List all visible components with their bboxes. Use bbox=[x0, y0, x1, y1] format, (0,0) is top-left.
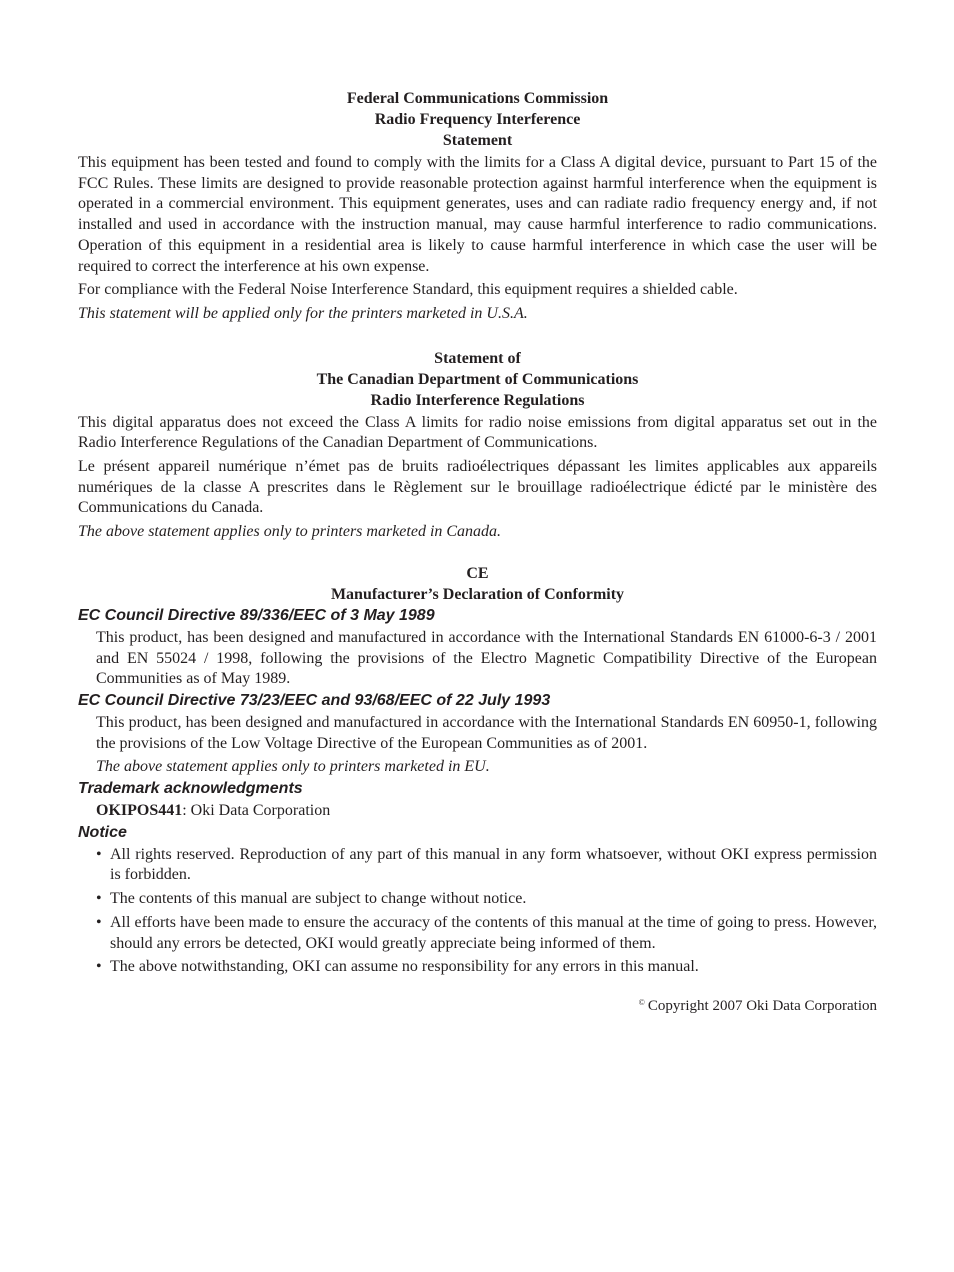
trademark-product: OKIPOS441 bbox=[96, 802, 183, 820]
fcc-title bbox=[78, 88, 877, 151]
fcc-paragraph-2: For compliance with the Federal Noise Interference Standard, this equipment requires a shielded cable. bbox=[78, 281, 738, 299]
canada-paragraph-en: This digital apparatus does not exceed the Class A limits for radio noise emissions from digital apparatus set out in the Radio Interference Regulations of the Canadian Department of Communications. bbox=[78, 413, 877, 452]
notice-item-text: All rights reserved. Reproduction of any part of this manual in any form whatsoever, without OKI express permission is forbidden. bbox=[110, 845, 877, 884]
directive-2-text: This product, has been designed and manufactured in accordance with the International Standards EN 60950-1, following the provisions of the Low Voltage Directive of the European Communities as of 2001. bbox=[96, 713, 877, 752]
notice-item-text: The above notwithstanding, OKI can assume no responsibility for any errors in this manual. bbox=[110, 958, 699, 976]
notice-section bbox=[78, 822, 877, 978]
notice-item bbox=[96, 889, 877, 910]
canada-section bbox=[78, 348, 877, 543]
directive-1-text: This product, has been designed and manufactured in accordance with the International Standards EN 61000-6-3 / 2001 and EN 55024 / 1998, following the provisions of the Electro Magnetic Compatibility Directive of the European Communities as of May 1989. bbox=[96, 628, 877, 688]
canada-note: The above statement applies only to printers marketed in Canada. bbox=[78, 523, 502, 541]
fcc-title-line-1: Federal Communications Commission bbox=[346, 90, 609, 107]
canada-paragraph-fr: Le présent appareil numérique n’émet pas de bruits radioélectriques dépassant les limites applicables aux appareils numériques de la classe A prescrites dans le Règlement sur le brouillage radioélectrique édicté par le ministère des Communications du Canada. bbox=[78, 458, 877, 517]
notice-item bbox=[96, 913, 877, 954]
copyright-line bbox=[78, 993, 877, 1016]
fcc-title-line-3: Statement bbox=[442, 132, 513, 149]
trademark-section bbox=[78, 778, 877, 822]
fcc-title-line-2: Radio Frequency Interference bbox=[374, 111, 581, 128]
fcc-section bbox=[78, 88, 877, 325]
bullet-icon: • bbox=[96, 958, 102, 976]
trademark-owner: : Oki Data Corporation bbox=[182, 802, 331, 820]
bullet-icon: • bbox=[96, 890, 102, 908]
fcc-paragraph-1: This equipment has been tested and found to comply with the limits for a Class A digital device, pursuant to Part 15 of the FCC Rules. These limits are designed to provide reasonable protection against harmful interference when the equipment is operated in a commercial environment. This equipment generates, uses and can radiate radio frequency energy and, if not installed and used in accordance with the instruction manual, may cause harmful interference to radio communications. Operation of this equipment in a residential area is likely to cause harmful interference in which case the user will be required to correct the interference at his own expense. bbox=[78, 154, 877, 275]
document-page bbox=[78, 88, 877, 1016]
copyright-text: Copyright 2007 Oki Data Corporation bbox=[647, 997, 877, 1014]
canada-title-line-3: Radio Interference Regulations bbox=[370, 391, 585, 409]
notice-heading: Notice bbox=[78, 823, 127, 841]
directive-1-heading: EC Council Directive 89/336/EEC of 3 May 1989 bbox=[78, 606, 435, 624]
notice-item bbox=[96, 957, 877, 978]
trademark-line bbox=[96, 801, 877, 822]
fcc-note: This statement will be applied only for the printers marketed in U.S.A. bbox=[78, 304, 528, 322]
bullet-icon: • bbox=[96, 913, 102, 931]
ce-note: The above statement applies only to printers marketed in EU. bbox=[96, 758, 490, 776]
canada-title-line-1: Statement of bbox=[434, 349, 521, 367]
canada-title bbox=[78, 348, 877, 411]
ce-title bbox=[78, 563, 877, 605]
copyright-icon: © bbox=[638, 997, 645, 1007]
notice-item bbox=[96, 845, 877, 886]
notice-item-text: All efforts have been made to ensure the accuracy of the contents of this manual at the time of going to press. However, should any errors be detected, OKI would greatly appreciate being informed of them. bbox=[110, 913, 877, 952]
ce-title-line-1: CE bbox=[466, 564, 489, 582]
notice-list bbox=[96, 845, 877, 978]
ce-title-line-2: Manufacturer’s Declaration of Conformity bbox=[330, 585, 625, 603]
directive-2-heading: EC Council Directive 73/23/EEC and 93/68/EEC of 22 July 1993 bbox=[78, 691, 551, 709]
bullet-icon: • bbox=[96, 845, 102, 863]
notice-item-text: The contents of this manual are subject to change without notice. bbox=[110, 890, 527, 908]
ce-section bbox=[78, 563, 877, 778]
trademark-heading: Trademark acknowledgments bbox=[78, 780, 303, 798]
canada-title-line-2: The Canadian Department of Communications bbox=[316, 370, 639, 388]
